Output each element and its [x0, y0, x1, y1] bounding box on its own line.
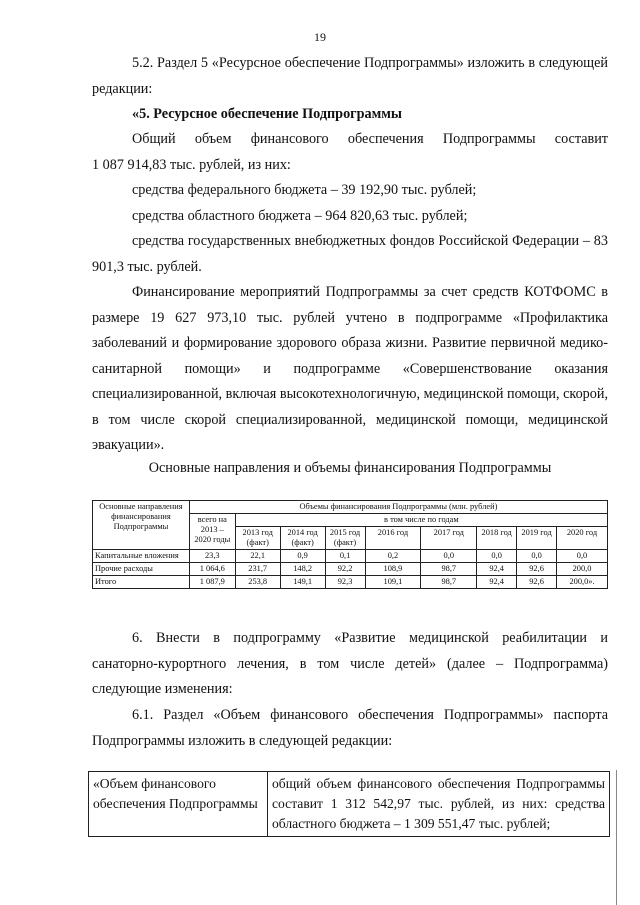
cell-value: 22,1 — [235, 550, 280, 563]
cell-value: 0,2 — [365, 550, 421, 563]
paragraph-5-2: 5.2. Раздел 5 «Ресурсное обеспечение Подпрограммы» изложить в следующей редакции: — [92, 55, 608, 97]
header-year: 2014 год (факт) — [280, 527, 325, 550]
financing-table — [92, 500, 608, 589]
header-year: 2020 год — [557, 527, 608, 550]
cell-value: 92,2 — [325, 563, 365, 576]
paragraph-total-line1: Общий объем финансового обеспечения Подпрограммы составит — [132, 131, 608, 147]
cell-value: 200,0 — [557, 563, 608, 576]
cell-value: 231,7 — [235, 563, 280, 576]
header-year: 2015 год (факт) — [325, 527, 365, 550]
paragraph-regional: средства областного бюджета – 964 820,63 тыс. рублей; — [132, 208, 468, 224]
header-volumes: Объемы финансирования Подпрограммы (млн. рублей) — [189, 501, 607, 514]
row-label: Итого — [93, 576, 190, 589]
header-by-years: в том числе по годам — [235, 514, 607, 527]
header-direction: Основные направления финансирования Подпрограммы — [93, 501, 190, 550]
paragraph-kotfoms: Финансирование мероприятий Подпрограммы за счет средств КОТФОМС в размере 19 627 973,10 тыс. рублей учтено в подпрограмме «Профилактика заболеваний и формирование здорового образа жизни. Развитие первичной медико-санитарной помощи» и подпрограмме «Совершенствование оказания специализированной, включая высокотехнологичную, медицинской помощи, скорой, в том числе скорой специализированной, медицинской помощи, медицинской эвакуации». — [92, 284, 608, 453]
cell-value: 92,4 — [477, 563, 517, 576]
cell-value: 0,0 — [477, 550, 517, 563]
cell-value: 0,0 — [517, 550, 557, 563]
paragraph-total-line2: 1 087 914,83 тыс. рублей, из них: — [92, 156, 291, 173]
paragraph-6-1: 6.1. Раздел «Объем финансового обеспечения Подпрограммы» паспорта Подпрограммы изложить в следующей редакции: — [92, 707, 608, 749]
cell-total: 23,3 — [189, 550, 235, 563]
cell-value: 253,8 — [235, 576, 280, 589]
cell-value: 92,6 — [517, 563, 557, 576]
header-year: 2016 год — [365, 527, 421, 550]
paragraph-extrabudget: средства государственных внебюджетных фондов Российской Федерации – 83 901,3 тыс. рублей. — [92, 233, 608, 275]
cell-value: 92,3 — [325, 576, 365, 589]
table-row — [93, 550, 608, 563]
cell-value: 200,0». — [557, 576, 608, 589]
cell-value: 148,2 — [280, 563, 325, 576]
table-caption: Основные направления и объемы финансирования Подпрограммы — [148, 460, 552, 476]
cell-value: 149,1 — [280, 576, 325, 589]
cell-value: 0,1 — [325, 550, 365, 563]
header-total: всего на 2013 – 2020 годы — [189, 514, 235, 550]
cell-value: 109,1 — [365, 576, 421, 589]
passport-label: «Объем финансового обеспечения Подпрограммы — [89, 772, 268, 837]
cell-value: 0,9 — [280, 550, 325, 563]
scan-edge-line — [616, 770, 617, 905]
passport-table — [88, 771, 610, 837]
cell-value: 92,4 — [477, 576, 517, 589]
header-year: 2017 год — [421, 527, 477, 550]
cell-value: 0,0 — [421, 550, 477, 563]
cell-value: 0,0 — [557, 550, 608, 563]
table-row — [93, 563, 608, 576]
paragraph-federal: средства федерального бюджета – 39 192,90 тыс. рублей; — [132, 182, 477, 198]
row-label: Капитальные вложения — [93, 550, 190, 563]
paragraph-6: 6. Внести в подпрограмму «Развитие медицинской реабилитации и санаторно-курортного лечения, в том числе детей» (далее – Подпрограмма) следующие изменения: — [92, 630, 608, 697]
cell-value: 98,7 — [421, 576, 477, 589]
header-year: 2013 год (факт) — [235, 527, 280, 550]
header-year: 2019 год — [517, 527, 557, 550]
cell-value: 108,9 — [365, 563, 421, 576]
header-year: 2018 год — [477, 527, 517, 550]
cell-value: 98,7 — [421, 563, 477, 576]
cell-total: 1 087,9 — [189, 576, 235, 589]
section-heading: «5. Ресурсное обеспечение Подпрограммы — [132, 106, 402, 122]
paragraph-total — [92, 127, 608, 178]
cell-value: 92,6 — [517, 576, 557, 589]
row-label: Прочие расходы — [93, 563, 190, 576]
table-row — [93, 576, 608, 589]
cell-total: 1 064,6 — [189, 563, 235, 576]
passport-value: общий объем финансового обеспечения Подпрограммы составит 1 312 542,97 тыс. рублей, из них: средства областного бюджета – 1 309 551,47 тыс. рублей; — [268, 772, 610, 837]
page-number: 19 — [314, 30, 326, 44]
